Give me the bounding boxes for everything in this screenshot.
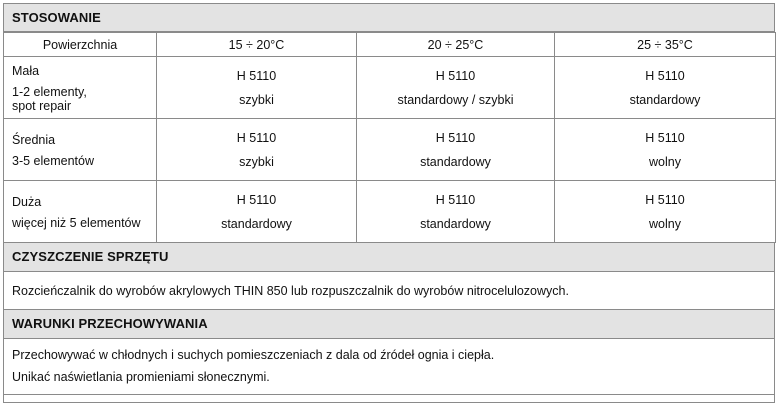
hardener-mode: szybki	[239, 92, 274, 107]
product-code: H 5110	[236, 130, 277, 145]
table-row-small	[4, 57, 776, 119]
table-row-medium	[4, 119, 776, 181]
surface-cell	[4, 119, 157, 181]
hardener-mode: standardowy	[221, 216, 292, 231]
recommendation-cell	[555, 181, 776, 243]
surface-cell	[4, 57, 157, 119]
recommendation-cell	[357, 119, 555, 181]
storage-line: Przechowywać w chłodnych i suchych pomieszczeniach z dala od źródeł ognia i ciepła.	[12, 348, 495, 362]
storage-section-title: WARUNKI PRZECHOWYWANIA	[3, 310, 775, 339]
hardener-mode: standardowy	[420, 216, 491, 231]
datasheet	[3, 3, 775, 403]
hardener-mode: standardowy / szybki	[397, 92, 514, 107]
column-header-temp-1: 15 ÷ 20°C	[157, 33, 357, 57]
surface-detail: 3-5 elementów	[12, 153, 94, 168]
table-bottom-edge	[3, 395, 775, 403]
product-code: H 5110	[236, 68, 277, 83]
recommendation-cell	[357, 57, 555, 119]
surface-cell	[4, 181, 157, 243]
product-code: H 5110	[435, 68, 476, 83]
recommendation-cell	[157, 57, 357, 119]
storage-line: Unikać naświetlania promieniami słonecznymi.	[12, 370, 270, 384]
usage-table-header	[4, 33, 776, 57]
surface-label: Duża	[12, 194, 42, 209]
product-code: H 5110	[645, 192, 685, 207]
surface-label: Mała	[12, 63, 40, 78]
column-header-temp-2: 20 ÷ 25°C	[357, 33, 555, 57]
surface-label: Średnia	[12, 132, 56, 147]
cleaning-text: Rozcieńczalnik do wyrobów akrylowych THIN 850 lub rozpuszczalnik do wyrobów nitrocelulozowych.	[3, 272, 775, 310]
storage-text	[3, 339, 775, 395]
product-code: H 5110	[236, 192, 277, 207]
table-row-large	[4, 181, 776, 243]
surface-detail: 1-2 elementy, spot repair	[12, 84, 87, 113]
column-header-temp-3: 25 ÷ 35°C	[555, 33, 776, 57]
recommendation-cell	[157, 119, 357, 181]
column-header-surface: Powierzchnia	[4, 33, 157, 57]
product-code: H 5110	[435, 192, 476, 207]
product-code: H 5110	[645, 130, 685, 145]
cleaning-section-title: CZYSZCZENIE SPRZĘTU	[3, 243, 775, 272]
product-code: H 5110	[435, 130, 476, 145]
hardener-mode: wolny	[649, 216, 681, 231]
recommendation-cell	[157, 181, 357, 243]
hardener-mode: standardowy	[420, 154, 491, 169]
hardener-mode: szybki	[239, 154, 274, 169]
hardener-mode: standardowy	[629, 92, 701, 107]
recommendation-cell	[357, 181, 555, 243]
product-code: H 5110	[645, 68, 685, 83]
recommendation-cell	[555, 57, 776, 119]
hardener-mode: wolny	[649, 154, 681, 169]
usage-section-title: STOSOWANIE	[3, 3, 775, 32]
surface-detail: więcej niż 5 elementów	[12, 215, 141, 230]
usage-table	[3, 32, 776, 243]
recommendation-cell	[555, 119, 776, 181]
